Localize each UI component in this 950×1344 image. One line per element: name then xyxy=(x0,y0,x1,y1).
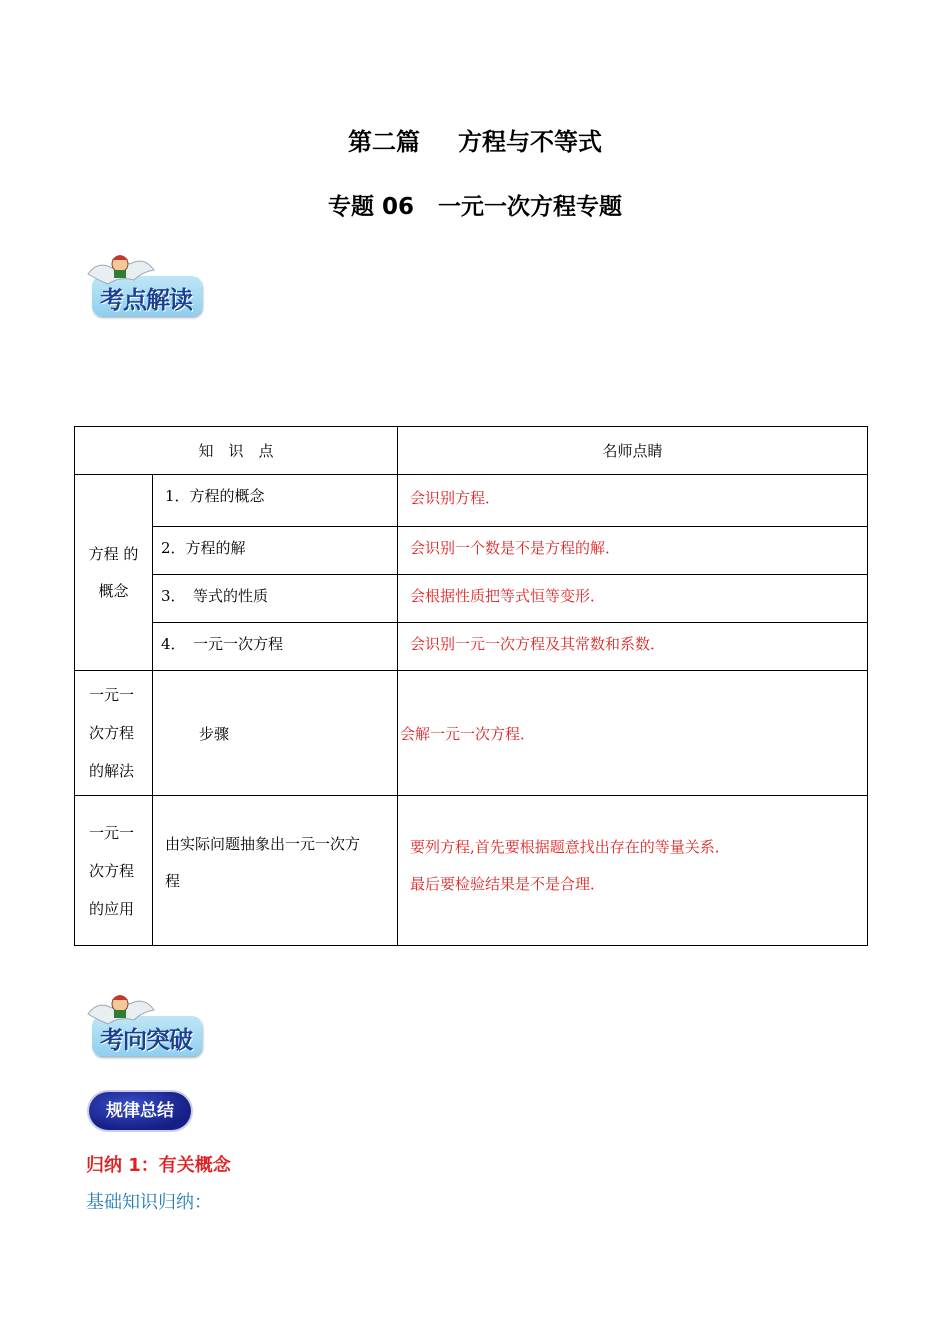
point-cell: 2．方程的解 xyxy=(153,527,398,575)
point-cell: 步骤 xyxy=(153,671,398,796)
part-name: 方程与不等式 xyxy=(458,128,602,156)
knowledge-table xyxy=(74,426,868,946)
header-tips: 名师点睛 xyxy=(398,427,868,475)
tip-cell: 要列方程,首先要根据题意找出存在的等量关系． 最后要检验结果是不是合理． xyxy=(398,796,868,946)
tip-cell: 会根据性质把等式恒等变形． xyxy=(398,575,868,623)
tip-cell: 会识别一个数是不是方程的解． xyxy=(398,527,868,575)
table-row xyxy=(75,796,868,946)
topic-name: 一元一次方程专题 xyxy=(438,194,622,220)
part-title xyxy=(0,122,950,157)
tip-cell: 会解一元一次方程． xyxy=(398,671,868,796)
section-heading-red: 归纳 1：有关概念 xyxy=(86,1155,231,1176)
table-row xyxy=(75,475,868,527)
table-row xyxy=(75,671,868,796)
exam-direction-badge xyxy=(84,990,206,1062)
badge-text: 考点解读 xyxy=(100,285,192,314)
point-cell: 3． 等式的性质 xyxy=(153,575,398,623)
tip-cell: 会识别一元一次方程及其常数和系数． xyxy=(398,623,868,671)
category-solving: 一元一 次方程 的解法 xyxy=(75,671,153,796)
section-heading-blue: 基础知识归纳： xyxy=(86,1192,212,1213)
point-cell: 4． 一元一次方程 xyxy=(153,623,398,671)
part-label: 第二篇 xyxy=(348,128,420,156)
header-knowledge: 知 识 点 xyxy=(75,427,398,475)
point-cell: 由实际问题抽象出一元一次方 程 xyxy=(153,796,398,946)
table-row xyxy=(75,527,868,575)
exam-points-badge xyxy=(84,250,206,322)
category-application: 一元一 次方程 的应用 xyxy=(75,796,153,946)
category-equation-concept: 方程 的 概念 xyxy=(75,475,153,671)
topic-title xyxy=(0,188,950,221)
table-row xyxy=(75,575,868,623)
table-header-row xyxy=(75,427,868,475)
tip-cell: 会识别方程． xyxy=(398,475,868,527)
point-cell: 1．方程的概念 xyxy=(153,475,398,527)
table-row xyxy=(75,623,868,671)
badge-text: 考向突破 xyxy=(100,1025,192,1054)
rules-summary-pill: 规律总结 xyxy=(89,1092,191,1130)
topic-label: 专题 06 xyxy=(327,194,414,220)
